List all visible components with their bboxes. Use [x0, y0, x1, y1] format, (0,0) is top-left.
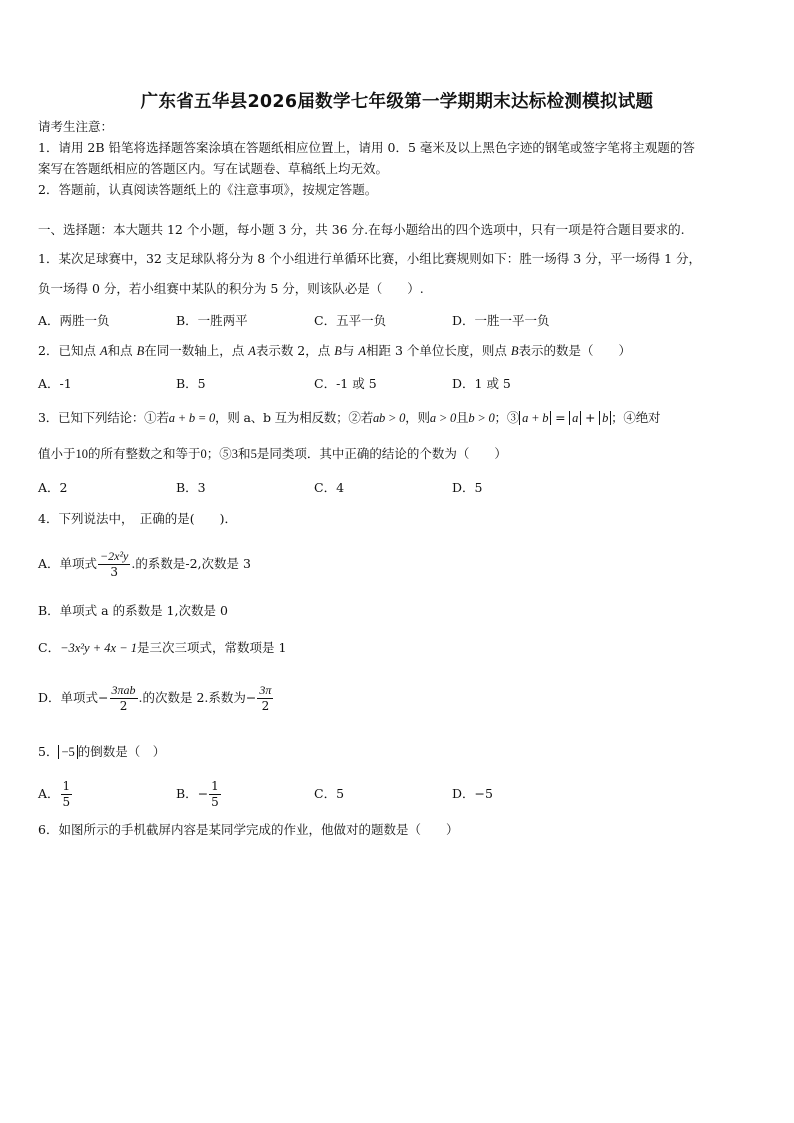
q3-math: a + b = 0: [168, 411, 216, 425]
q3-math: b > 0: [468, 411, 495, 425]
minus-sign: −: [245, 690, 257, 705]
q1-option-b: B．一胜两平: [176, 313, 248, 328]
q4-text: C．: [38, 640, 61, 655]
q2-options: [38, 374, 758, 394]
q3-text: 3．已知下列结论：①若: [38, 410, 169, 425]
notice-item-1b: 案写在答题纸相应的答题区内。写在试题卷、草稿纸上均无效。: [38, 161, 389, 176]
option-label: D．: [452, 786, 475, 801]
q4-option-c: [38, 639, 758, 657]
notice-item-2: 2．答题前，认真阅读答题纸上的《注意事项》，按规定答题。: [38, 182, 378, 197]
q3-abs-b: b: [599, 411, 611, 425]
q4-c-expression: −3x²y + 4x − 1: [60, 641, 138, 655]
q1-option-d: D．一胜一平一负: [452, 313, 550, 328]
q5-option-a: [38, 778, 73, 810]
q3-text: +: [581, 410, 600, 425]
q5-b-fraction: [209, 779, 221, 810]
q4-stem: 4．下列说法中， 正确的是( )．: [38, 511, 237, 526]
q5-text: 5．: [38, 744, 59, 759]
fraction-denominator: 2: [119, 699, 128, 713]
fraction-numerator: 3πab: [111, 683, 136, 697]
q4-text: D．单项式: [38, 690, 99, 705]
q4-text: .的次数是 2.系数为: [138, 690, 246, 705]
q2-text: 2．已知点: [38, 343, 100, 358]
q1-line-1: 1．某次足球赛中，32 支足球队将分为 8 个小组进行单循环比赛，小组比赛规则如下：胜一场得 3 分，平一场得 1 分，: [38, 251, 702, 266]
q3-option-c: C．4: [314, 480, 345, 495]
q2-option-c: C．-1 或 5: [314, 376, 377, 391]
fraction-numerator: −2x²y: [100, 549, 129, 563]
q3-text: 和: [238, 446, 251, 461]
q5-options: [38, 778, 758, 814]
q2-var-b: B: [334, 344, 342, 358]
q2-option-a: A．-1: [38, 376, 72, 391]
q2-option-d: D．1 或 5: [452, 376, 511, 391]
q5-option-c: C．5: [314, 786, 345, 801]
q5-abs: −5: [58, 745, 77, 759]
q2-text: 表示数 2，点: [255, 343, 335, 358]
fraction-numerator: 3π: [259, 683, 272, 697]
minus-sign: −: [98, 690, 109, 705]
q1-option-a: A．两胜一负: [38, 313, 110, 328]
q3-math: a > 0: [429, 411, 457, 425]
fraction-numerator: 1: [62, 779, 71, 793]
q3-abs-sum: a + b: [519, 411, 551, 425]
section-heading: 一、选择题：本大题共 12 个小题，每小题 3 分，共 36 分.在每小题给出的四个选项中，只有一项是符合题目要求的.: [38, 222, 685, 237]
q2-var-a: A: [99, 344, 108, 358]
q3-option-d: D．5: [452, 480, 483, 495]
q2-text: 相距 3 个单位长度，则点: [366, 343, 511, 358]
q5-text: 的倒数是（ ）: [77, 744, 166, 759]
q3-text: ，则: [405, 410, 430, 425]
q2-text: 与: [341, 343, 359, 358]
q1-option-c: C．五平一负: [314, 313, 387, 328]
q2-text: 表示的数是（ ）: [518, 343, 632, 358]
q2-option-b: B．5: [176, 376, 206, 391]
q4-option-a: [38, 548, 758, 582]
fraction-numerator: 1: [211, 779, 219, 793]
q3-abs-a: a: [569, 411, 581, 425]
q5-option-d: [452, 778, 493, 810]
notice-heading: 请考生注意：: [38, 119, 114, 134]
q3-text: 且: [456, 410, 469, 425]
fraction-denominator: 3: [110, 565, 119, 579]
q5-stem: [38, 743, 758, 761]
q3-text: ，则 a、b 互为相反数；②若: [215, 410, 373, 425]
q3-text: ；③: [494, 410, 520, 425]
q2-var-b: B: [510, 344, 519, 358]
q3-number: 10: [75, 447, 89, 461]
option-value: −5: [474, 786, 493, 801]
q3-text: 是同类项．其中正确的结论的个数为（ ）: [256, 446, 507, 461]
q3-text: 的所有整数之和等于: [88, 446, 201, 461]
q3-text: ；④绝对: [611, 410, 661, 425]
q3-text: ；⑤: [206, 446, 232, 461]
q4-d-fraction: [110, 683, 138, 714]
notice-item-1a: 1．请用 2B 铅笔将选择题答案涂填在答题纸相应位置上，请用 0．5 毫米及以上黑色字迹的钢笔或签字笔将主观题的答: [38, 140, 695, 155]
q4-text: .的系数是-2,次数是 3: [131, 556, 251, 571]
page-title: 广东省五华县2026届数学七年级第一学期期末达标检测模拟试题: [140, 92, 654, 112]
q3-option-a: A．2: [38, 480, 68, 495]
q3-text: 值小于: [38, 446, 76, 461]
q2-var-b: B: [136, 344, 145, 358]
q1-line-2: 负一场得 0 分，若小组赛中某队的积分为 5 分，则该队必是（ ）.: [38, 281, 424, 296]
fraction-denominator: 5: [211, 795, 219, 809]
q6-stem: 6．如图所示的手机截屏内容是某同学完成的作业，他做对的题数是（ ）: [38, 822, 459, 837]
q2-text: 在同一数轴上，点: [144, 343, 249, 358]
q5-option-b: [176, 778, 222, 810]
q3-option-b: B．3: [176, 480, 206, 495]
q5-a-fraction: [61, 779, 73, 810]
minus-sign: −: [197, 786, 209, 801]
fraction-denominator: 5: [62, 795, 71, 809]
q4-text: A．单项式: [38, 556, 98, 571]
q4-text: 是三次三项式，常数项是 1: [137, 640, 287, 655]
q2-var-a: A: [358, 344, 366, 358]
q3-line-1: [38, 409, 758, 427]
q3-options: [38, 478, 758, 498]
q3-text: =: [551, 410, 570, 425]
q3-line-2: [38, 445, 758, 463]
q2-stem: [38, 342, 758, 360]
q4-option-b: B．单项式 a 的系数是 1,次数是 0: [38, 603, 228, 618]
option-label: B．: [176, 786, 198, 801]
q4-option-d: [38, 682, 758, 716]
q3-math: ab > 0: [373, 411, 406, 425]
q3-number: 0: [200, 447, 207, 461]
q3-number: 5: [250, 447, 257, 461]
fraction-denominator: 2: [261, 699, 270, 713]
q1-options: [38, 311, 758, 331]
q2-text: 和点: [107, 343, 137, 358]
q3-number: 3: [231, 447, 239, 461]
q2-var-a: A: [248, 344, 256, 358]
option-label: A．: [38, 786, 60, 801]
q4-d-fraction-2: [257, 683, 273, 714]
q4-a-fraction: [98, 549, 130, 580]
